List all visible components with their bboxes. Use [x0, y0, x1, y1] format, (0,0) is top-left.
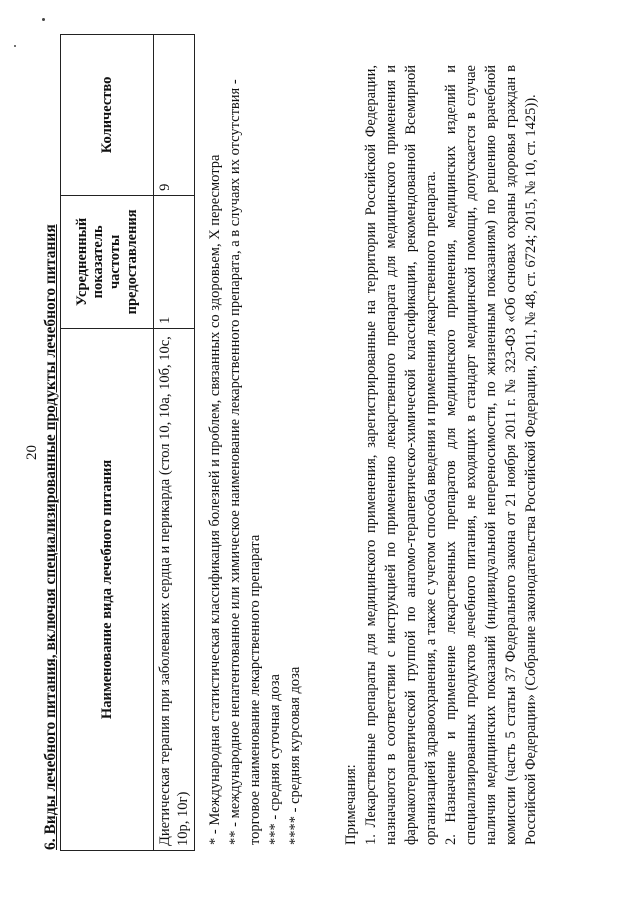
footnote-3: *** - средняя суточная доза	[267, 674, 283, 845]
footnote-1: * - Международная статистическая классификация болезней и проблем, связанных со здоровьем, X пересмотра	[207, 154, 223, 845]
footnote-2: ** - международное непатентованное или химическое наименование лекарственного препарата, а в случаях их отсутствия - торговое наименование лекарственного препарата	[227, 79, 263, 845]
notes-block	[205, 65, 541, 845]
header-name: Наименование вида лечебного питания	[61, 328, 154, 850]
cell-name: Диетическая терапия при заболеваниях сердца и перикарда (стол 10, 10а, 10б, 10с, 10р, 10г)	[154, 328, 195, 850]
page-number: 20	[24, 445, 40, 460]
table-row	[154, 35, 195, 851]
section-heading: 6. Виды лечебного питания, включая специализированные продукты лечебного питания	[42, 224, 59, 850]
cell-quantity: 9	[154, 35, 195, 196]
notes-title: Примечания:	[343, 764, 359, 845]
scan-speck	[42, 18, 45, 21]
cell-frequency: 1	[154, 195, 195, 328]
spacer	[305, 65, 341, 845]
note-2: 2. Назначение и применение лекарственных препаратов для медицинского применения, медицинских изделий и специализированных продуктов лечебного питания, не входящих в стандарт медицинской помощи, допускается в случае наличия медицинских показаний (индивидуальной непереносимости, по жизненным показаниям) по решению врачебной комиссии (часть 5 статьи 37 Федерального закона от 21 ноября 2011 г. № 323-ФЗ «Об основах охраны здоровья граждан в Российской Федерации» (Собрание законодательства Российской Федерации, 2011, № 48, ст. 6724; 2015, № 10, ст. 1425)).	[443, 65, 539, 845]
scan-speck	[14, 45, 16, 47]
note-1: 1. Лекарственные препараты для медицинского применения, зарегистрированные на территории Российской Федерации, назначаются в соответствии с инструкцией по применению лекарственного препарата для медицинского применения и фармакотерапевтической группой по анатомо-терапевтическо-химической классификации, рекомендованной Всемирной организацией здравоохранения, а также с учетом способа введения и применения лекарственного препарата.	[363, 65, 439, 845]
footnote-4: **** - средняя курсовая доза	[287, 666, 303, 845]
table-header-row	[61, 35, 154, 851]
header-quantity: Количество	[61, 35, 154, 196]
header-frequency: Усредненный показатель частоты предоставления	[61, 195, 154, 328]
nutrition-table	[60, 34, 195, 851]
